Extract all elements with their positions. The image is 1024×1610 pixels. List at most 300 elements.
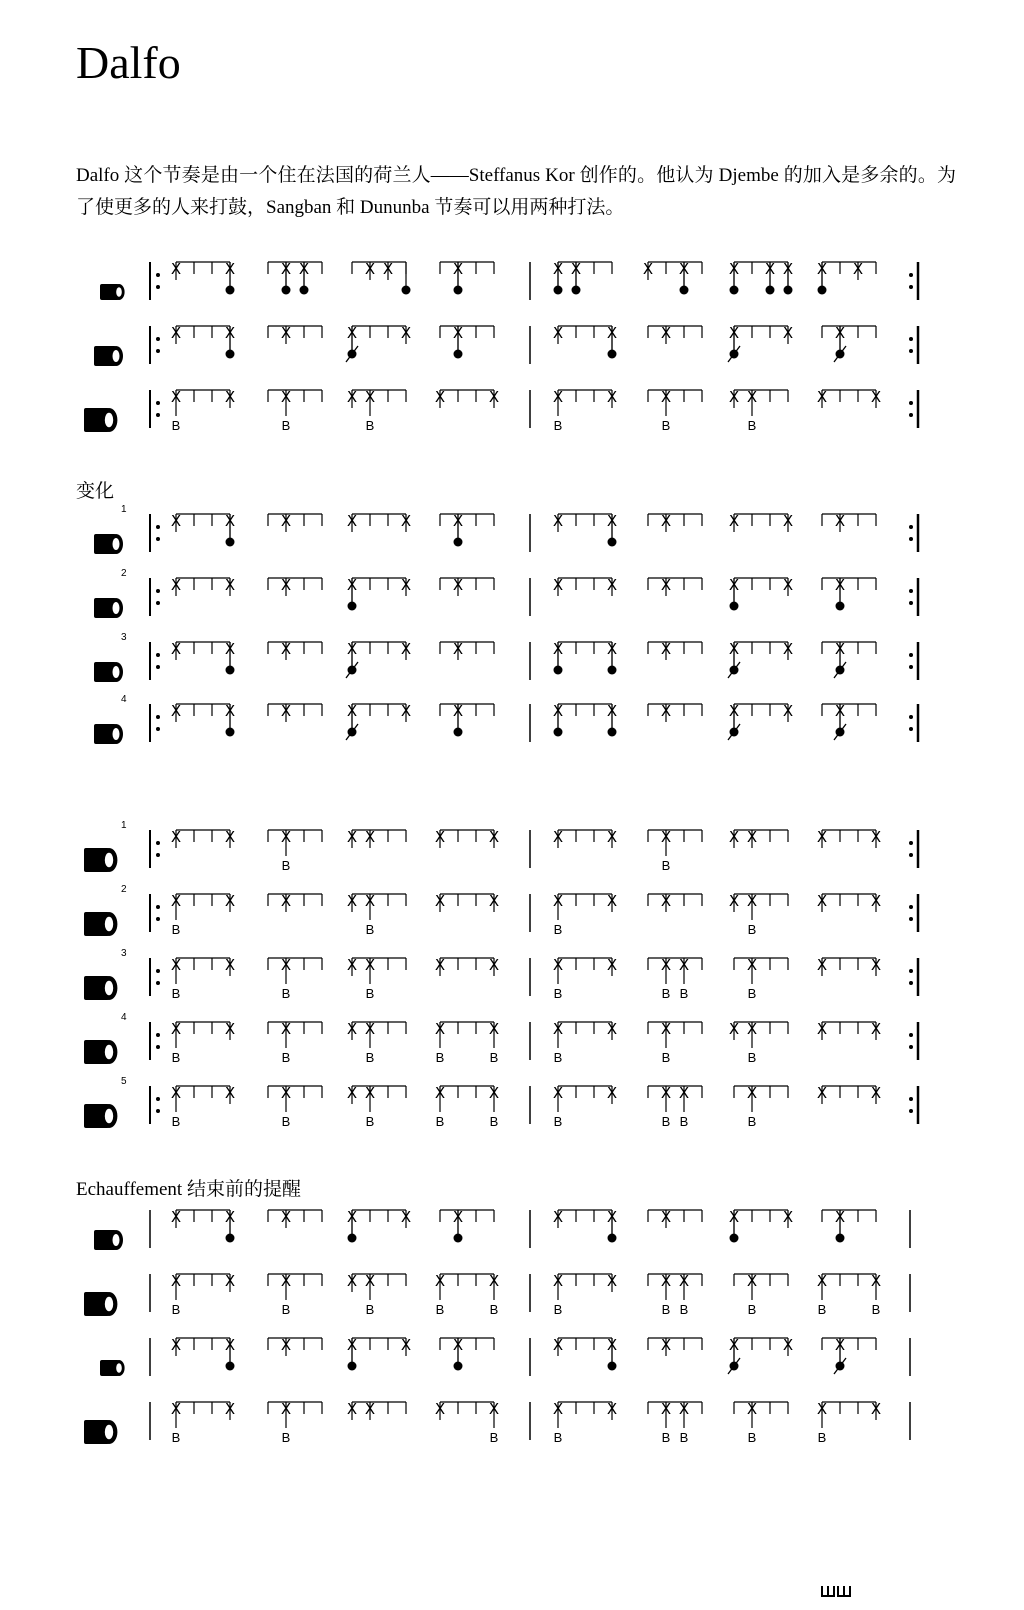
rhythm-row — [84, 820, 918, 873]
bell-note: X — [346, 892, 358, 910]
bell-note: X — [660, 828, 672, 846]
open-stroke — [608, 666, 617, 675]
bell-note: X — [606, 1020, 618, 1038]
repeat-dot — [909, 413, 913, 417]
bell-note: X — [870, 892, 882, 910]
bell-note: X — [678, 260, 690, 278]
bell-note: X — [728, 702, 740, 720]
bass-stroke: B — [435, 1050, 445, 1065]
open-stroke — [608, 728, 617, 737]
bell-note: X — [170, 576, 182, 594]
bell-note: X — [280, 1084, 292, 1102]
bell-note: X — [746, 388, 758, 406]
bell-note: X — [434, 828, 446, 846]
bell-note: X — [606, 1208, 618, 1226]
bell-note: X — [434, 892, 446, 910]
bass-stroke: B — [171, 1114, 181, 1129]
bell-note: X — [452, 324, 464, 342]
section-label-reminder: Echauffement 结束前的提醒 — [76, 1179, 301, 1200]
bell-note: X — [552, 956, 564, 974]
section-label-variations: 变化 — [76, 481, 115, 502]
bell-note: X — [728, 388, 740, 406]
sangban-drum-icon — [94, 598, 123, 618]
bell-note: X — [660, 388, 672, 406]
bell-note: X — [488, 956, 500, 974]
bell-note: X — [400, 1208, 412, 1226]
open-stroke — [348, 1234, 357, 1243]
bell-note: X — [488, 892, 500, 910]
bell-note: X — [746, 956, 758, 974]
bass-stroke: B — [489, 1302, 499, 1317]
variant-number: 1 — [121, 820, 127, 831]
bell-note: X — [728, 324, 740, 342]
bell-note: X — [280, 828, 292, 846]
open-stroke — [554, 666, 563, 675]
repeat-dot — [156, 981, 160, 985]
bass-stroke: B — [871, 1302, 881, 1317]
repeat-dot — [156, 413, 160, 417]
bell-note: X — [816, 828, 828, 846]
repeat-dot — [909, 853, 913, 857]
open-stroke — [836, 1234, 845, 1243]
open-stroke — [226, 350, 235, 359]
bell-note: X — [280, 1208, 292, 1226]
bell-note: X — [170, 1272, 182, 1290]
bell-note: X — [400, 512, 412, 530]
bass-stroke: B — [747, 418, 757, 433]
bell-note: X — [834, 324, 846, 342]
bell-note: X — [280, 1272, 292, 1290]
repeat-dot — [156, 525, 160, 529]
bass-stroke: B — [747, 1114, 757, 1129]
bell-note: X — [606, 1272, 618, 1290]
open-stroke — [818, 286, 827, 295]
repeat-dot — [156, 601, 160, 605]
bell-note: X — [280, 1400, 292, 1418]
bass-stroke: B — [281, 418, 291, 433]
repeat-dot — [909, 589, 913, 593]
open-stroke — [766, 286, 775, 295]
bass-stroke: B — [365, 922, 375, 937]
bell-note: X — [452, 260, 464, 278]
dununba-drum-icon — [84, 848, 117, 872]
open-stroke — [608, 350, 617, 359]
bell-note: X — [170, 324, 182, 342]
bell-note: X — [452, 1208, 464, 1226]
kenkeni-drum-icon — [100, 1360, 125, 1376]
repeat-dot — [909, 525, 913, 529]
bell-note: X — [606, 1400, 618, 1418]
repeat-dot — [909, 715, 913, 719]
open-stroke — [226, 286, 235, 295]
bell-note: X — [452, 702, 464, 720]
bell-note: X — [606, 1084, 618, 1102]
bell-note: X — [280, 892, 292, 910]
bell-note: X — [660, 1020, 672, 1038]
open-stroke — [282, 286, 291, 295]
repeat-dot — [156, 1109, 160, 1113]
bell-note: X — [870, 1084, 882, 1102]
bell-note: X — [606, 828, 618, 846]
bell-note: X — [728, 640, 740, 658]
repeat-dot — [156, 917, 160, 921]
bass-stroke: B — [365, 1302, 375, 1317]
bell-note: X — [552, 576, 564, 594]
open-stroke — [454, 1362, 463, 1371]
open-stroke — [454, 538, 463, 547]
bell-note: X — [746, 1400, 758, 1418]
sangban-drum-icon — [94, 346, 123, 366]
rhythm-row — [84, 1272, 910, 1317]
bass-stroke: B — [281, 858, 291, 873]
bell-note: X — [434, 1272, 446, 1290]
repeat-dot — [909, 917, 913, 921]
repeat-dot — [156, 337, 160, 341]
rhythm-row — [84, 1076, 918, 1129]
bell-note: X — [224, 260, 236, 278]
bell-note: X — [728, 576, 740, 594]
bass-stroke: B — [661, 1430, 671, 1445]
bass-stroke: B — [171, 1430, 181, 1445]
open-stroke — [454, 728, 463, 737]
bell-note: X — [434, 1020, 446, 1038]
bell-note: X — [870, 1400, 882, 1418]
bell-note: X — [400, 702, 412, 720]
bass-stroke: B — [365, 418, 375, 433]
bell-note: X — [170, 956, 182, 974]
bell-note: X — [346, 1272, 358, 1290]
bell-note: X — [224, 324, 236, 342]
open-stroke — [226, 1234, 235, 1243]
bass-stroke: B — [553, 1050, 563, 1065]
repeat-dot — [156, 727, 160, 731]
bass-stroke: B — [747, 1050, 757, 1065]
bass-stroke: B — [553, 922, 563, 937]
bell-note: X — [816, 388, 828, 406]
bell-note: X — [452, 576, 464, 594]
bell-note: X — [660, 1208, 672, 1226]
bell-note: X — [170, 640, 182, 658]
bell-note: X — [782, 702, 794, 720]
open-stroke — [226, 728, 235, 737]
bell-note: X — [224, 1400, 236, 1418]
bell-note: X — [660, 576, 672, 594]
bass-stroke: B — [661, 418, 671, 433]
repeat-dot — [909, 349, 913, 353]
bell-note: X — [298, 260, 310, 278]
open-stroke — [836, 602, 845, 611]
bell-note: X — [170, 1208, 182, 1226]
bell-note: X — [728, 1336, 740, 1354]
bell-note: X — [346, 1208, 358, 1226]
bell-note: X — [782, 324, 794, 342]
bell-note: X — [364, 828, 376, 846]
bass-stroke: B — [281, 1430, 291, 1445]
rhythm-row — [94, 324, 918, 366]
repeat-dot — [909, 401, 913, 405]
bell-note: X — [660, 512, 672, 530]
bell-note: X — [746, 828, 758, 846]
bell-note: X — [552, 828, 564, 846]
repeat-dot — [156, 853, 160, 857]
bell-note: X — [816, 1400, 828, 1418]
bell-note: X — [816, 892, 828, 910]
bell-note: X — [552, 512, 564, 530]
bass-stroke: B — [365, 986, 375, 1001]
bell-note: X — [870, 1272, 882, 1290]
bell-note: X — [280, 956, 292, 974]
bass-stroke: B — [553, 1114, 563, 1129]
open-stroke — [454, 1234, 463, 1243]
bass-stroke: B — [489, 1050, 499, 1065]
bell-note: X — [642, 260, 654, 278]
repeat-dot — [156, 1033, 160, 1037]
bell-note: X — [170, 892, 182, 910]
bass-stroke: B — [553, 418, 563, 433]
bass-stroke: B — [661, 1302, 671, 1317]
repeat-dot — [909, 1033, 913, 1037]
bass-stroke: B — [679, 1430, 689, 1445]
bass-stroke: B — [817, 1302, 827, 1317]
bell-note: X — [434, 956, 446, 974]
bell-note: X — [606, 324, 618, 342]
bell-note: X — [606, 1336, 618, 1354]
page-title: Dalfo — [76, 37, 181, 88]
bell-note: X — [816, 1272, 828, 1290]
bell-note: X — [280, 1020, 292, 1038]
bell-note: X — [364, 1084, 376, 1102]
repeat-dot — [156, 653, 160, 657]
bell-note: X — [224, 702, 236, 720]
bell-note: X — [746, 1084, 758, 1102]
bell-note: X — [816, 1020, 828, 1038]
repeat-dot — [909, 841, 913, 845]
rhythm-row — [84, 884, 918, 937]
bass-stroke: B — [281, 1114, 291, 1129]
bass-stroke: B — [171, 986, 181, 1001]
bell-note: X — [746, 892, 758, 910]
repeat-dot — [156, 401, 160, 405]
variant-number: 4 — [121, 694, 127, 705]
bell-note: X — [170, 1020, 182, 1038]
bell-note: X — [552, 1020, 564, 1038]
open-stroke — [348, 1362, 357, 1371]
open-stroke — [554, 728, 563, 737]
bass-stroke: B — [171, 922, 181, 937]
bell-note: X — [346, 512, 358, 530]
bass-stroke: B — [817, 1430, 827, 1445]
dununba-drum-icon — [84, 1040, 117, 1064]
rhythm-row — [94, 1208, 910, 1250]
repeat-dot — [909, 337, 913, 341]
repeat-dot — [156, 1045, 160, 1049]
bell-note: X — [606, 576, 618, 594]
bell-note: X — [728, 260, 740, 278]
bell-note: X — [364, 956, 376, 974]
bell-note: X — [746, 1272, 758, 1290]
bell-note: X — [170, 1336, 182, 1354]
bell-note: X — [224, 828, 236, 846]
open-stroke — [402, 286, 411, 295]
bell-note: X — [870, 388, 882, 406]
bell-note: X — [170, 702, 182, 720]
repeat-dot — [156, 715, 160, 719]
bell-note: X — [382, 260, 394, 278]
repeat-dot — [909, 285, 913, 289]
bell-note: X — [552, 324, 564, 342]
bell-note: X — [834, 512, 846, 530]
footer-mark — [820, 1582, 860, 1602]
bell-note: X — [606, 640, 618, 658]
bell-note: X — [224, 892, 236, 910]
repeat-dot — [156, 665, 160, 669]
bass-stroke: B — [489, 1430, 499, 1445]
bell-note: X — [280, 1336, 292, 1354]
bell-note: X — [434, 1084, 446, 1102]
open-stroke — [680, 286, 689, 295]
bell-note: X — [678, 1272, 690, 1290]
rhythm-row — [94, 632, 918, 682]
dununba-drum-icon — [84, 408, 117, 432]
bell-note: X — [552, 1208, 564, 1226]
bell-note: X — [452, 1336, 464, 1354]
bell-note: X — [552, 1084, 564, 1102]
bell-note: X — [764, 260, 776, 278]
bell-note: X — [552, 640, 564, 658]
bell-note: X — [364, 892, 376, 910]
bell-note: X — [364, 388, 376, 406]
bell-note: X — [434, 1400, 446, 1418]
repeat-dot — [909, 981, 913, 985]
bass-stroke: B — [281, 1302, 291, 1317]
variant-number: 1 — [121, 504, 127, 515]
variant-number: 4 — [121, 1012, 127, 1023]
bell-note: X — [660, 1400, 672, 1418]
rhythm-row — [84, 388, 918, 433]
bell-note: X — [224, 512, 236, 530]
bell-note: X — [728, 1020, 740, 1038]
bell-note: X — [782, 260, 794, 278]
bell-note: X — [170, 388, 182, 406]
bass-stroke: B — [281, 1050, 291, 1065]
bell-note: X — [834, 576, 846, 594]
bell-note: X — [224, 1336, 236, 1354]
open-stroke — [730, 602, 739, 611]
bell-note: X — [170, 1400, 182, 1418]
repeat-dot — [909, 1097, 913, 1101]
dununba-drum-icon — [84, 1104, 117, 1128]
dununba-drum-icon — [84, 912, 117, 936]
bell-note: X — [224, 1208, 236, 1226]
bell-note: X — [346, 1084, 358, 1102]
open-stroke — [608, 1234, 617, 1243]
bell-note: X — [364, 1272, 376, 1290]
bell-note: X — [816, 1084, 828, 1102]
bell-note: X — [660, 1084, 672, 1102]
bell-note: X — [782, 512, 794, 530]
bell-note: X — [170, 1084, 182, 1102]
bass-stroke: B — [661, 1114, 671, 1129]
rhythm-row — [84, 1012, 918, 1065]
repeat-dot — [156, 537, 160, 541]
open-stroke — [784, 286, 793, 295]
bell-note: X — [280, 512, 292, 530]
open-stroke — [608, 538, 617, 547]
bass-stroke: B — [553, 1302, 563, 1317]
bell-note: X — [834, 1336, 846, 1354]
bell-note: X — [224, 1084, 236, 1102]
bell-note: X — [552, 1400, 564, 1418]
bell-note: X — [782, 1208, 794, 1226]
bell-note: X — [452, 512, 464, 530]
open-stroke — [454, 286, 463, 295]
repeat-dot — [909, 1045, 913, 1049]
bell-note: X — [852, 260, 864, 278]
bell-note: X — [834, 702, 846, 720]
bass-stroke: B — [747, 1430, 757, 1445]
repeat-dot — [156, 905, 160, 909]
bell-note: X — [346, 576, 358, 594]
bass-stroke: B — [679, 1302, 689, 1317]
bell-note: X — [816, 956, 828, 974]
rhythm-row — [100, 260, 918, 300]
bell-note: X — [346, 956, 358, 974]
bell-note: X — [346, 388, 358, 406]
bell-note: X — [488, 1272, 500, 1290]
bell-note: X — [346, 702, 358, 720]
open-stroke — [348, 602, 357, 611]
bass-stroke: B — [365, 1050, 375, 1065]
bell-note: X — [660, 324, 672, 342]
intro-paragraph: Dalfo 这个节奏是由一个住在法国的荷兰人——Steffanus Kor 创作的。他认为 Djembe 的加入是多余的。为了使更多的人来打鼓，Sangban 和 Dununba 节奏可以用两种打法。 — [76, 165, 956, 218]
bell-note: X — [400, 640, 412, 658]
bell-note: X — [782, 576, 794, 594]
bell-note: X — [400, 324, 412, 342]
bell-note: X — [400, 576, 412, 594]
bell-note: X — [678, 1400, 690, 1418]
bell-note: X — [678, 956, 690, 974]
bass-stroke: B — [661, 858, 671, 873]
bell-note: X — [660, 892, 672, 910]
repeat-dot — [909, 273, 913, 277]
bell-note: X — [728, 512, 740, 530]
open-stroke — [226, 1362, 235, 1371]
bell-note: X — [280, 324, 292, 342]
open-stroke — [226, 538, 235, 547]
bass-stroke: B — [435, 1302, 445, 1317]
repeat-dot — [156, 589, 160, 593]
rhythm-row — [84, 1400, 910, 1445]
bell-note: X — [224, 1020, 236, 1038]
bass-stroke: B — [679, 986, 689, 1001]
repeat-dot — [156, 349, 160, 353]
open-stroke — [730, 1234, 739, 1243]
bass-stroke: B — [747, 986, 757, 1001]
bell-note: X — [364, 260, 376, 278]
repeat-dot — [909, 537, 913, 541]
rhythm-row — [94, 694, 918, 744]
repeat-dot — [909, 727, 913, 731]
bell-note: X — [552, 388, 564, 406]
sangban-drum-icon — [94, 724, 123, 744]
bell-note: X — [782, 640, 794, 658]
bell-note: X — [816, 260, 828, 278]
open-stroke — [454, 350, 463, 359]
bell-note: X — [870, 828, 882, 846]
bell-note: X — [346, 1020, 358, 1038]
bell-note: X — [552, 1336, 564, 1354]
bell-note: X — [552, 702, 564, 720]
